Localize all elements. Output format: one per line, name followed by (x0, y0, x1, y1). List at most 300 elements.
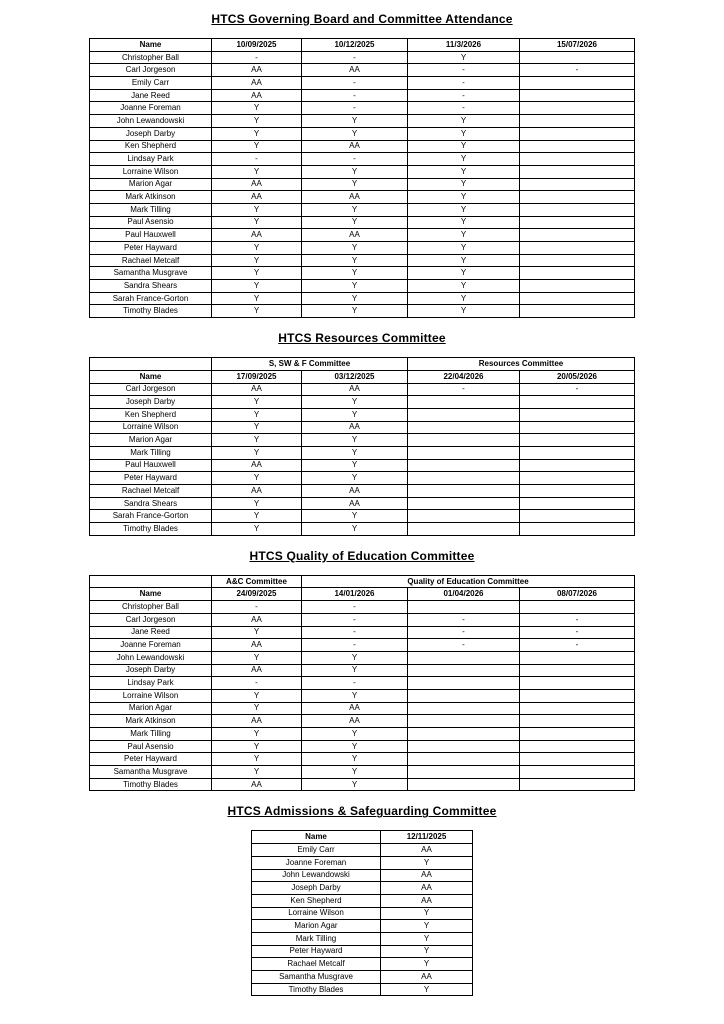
attendance-cell: - (302, 153, 408, 166)
attendance-cell: Y (212, 626, 302, 639)
attendance-cell: Y (212, 165, 302, 178)
name-cell: Mark Tilling (90, 446, 212, 459)
table-row (90, 702, 635, 715)
table-row (90, 280, 635, 293)
attendance-cell (520, 292, 635, 305)
name-cell: Lorraine Wilson (90, 421, 212, 434)
attendance-cell (408, 766, 520, 779)
table-row (252, 971, 473, 984)
table-row (90, 396, 635, 409)
name-cell: Timothy Blades (90, 778, 212, 791)
table-row (90, 140, 635, 153)
attendance-cell: - (212, 677, 302, 690)
attendance-cell: Y (212, 510, 302, 523)
name-cell: Paul Asensio (90, 216, 212, 229)
quality-of-education-title: HTCS Quality of Education Committee (249, 548, 475, 563)
name-cell: Joseph Darby (90, 127, 212, 140)
attendance-cell: AA (212, 77, 302, 90)
attendance-cell: Y (408, 140, 520, 153)
table-row (90, 127, 635, 140)
attendance-cell: Y (302, 127, 408, 140)
attendance-cell (520, 242, 635, 255)
group-header-cell: A&C Committee (212, 575, 302, 588)
column-header-row (90, 588, 635, 601)
attendance-cell: AA (212, 191, 302, 204)
name-cell: Lorraine Wilson (90, 165, 212, 178)
attendance-cell: AA (302, 497, 408, 510)
table-row (252, 856, 473, 869)
attendance-cell (408, 664, 520, 677)
attendance-cell: Y (302, 115, 408, 128)
attendance-cell: Y (212, 254, 302, 267)
group-header-row (90, 575, 635, 588)
table-row (90, 305, 635, 318)
attendance-cell: AA (381, 971, 473, 984)
attendance-cell (408, 677, 520, 690)
name-cell: Ken Shepherd (252, 894, 381, 907)
attendance-cell (408, 485, 520, 498)
attendance-cell: AA (212, 778, 302, 791)
name-cell: Lorraine Wilson (252, 907, 381, 920)
column-header: 15/07/2026 (520, 39, 635, 52)
table-row (90, 677, 635, 690)
attendance-cell: Y (302, 778, 408, 791)
attendance-cell: AA (212, 664, 302, 677)
attendance-cell (408, 728, 520, 741)
column-header-row (252, 831, 473, 844)
governing-board-title: HTCS Governing Board and Committee Attendance (211, 12, 513, 26)
table-row (90, 715, 635, 728)
attendance-cell: Y (408, 165, 520, 178)
table-row (90, 523, 635, 536)
column-header: 22/04/2026 (408, 370, 520, 383)
table-row (90, 740, 635, 753)
column-header: 14/01/2026 (302, 588, 408, 601)
attendance-cell: - (212, 153, 302, 166)
table-row (90, 613, 635, 626)
attendance-cell: Y (302, 203, 408, 216)
attendance-cell: AA (302, 421, 408, 434)
attendance-cell: - (408, 639, 520, 652)
attendance-cell: Y (381, 856, 473, 869)
attendance-cell: Y (408, 280, 520, 293)
governing-board-attendance-table (89, 38, 635, 318)
name-cell: Ken Shepherd (90, 408, 212, 421)
attendance-cell (520, 191, 635, 204)
attendance-cell: - (302, 613, 408, 626)
name-cell: Rachael Metcalf (252, 958, 381, 971)
attendance-cell (408, 523, 520, 536)
name-cell: Jane Reed (90, 626, 212, 639)
name-cell: Marion Agar (252, 920, 381, 933)
attendance-cell: - (408, 626, 520, 639)
attendance-cell: Y (212, 115, 302, 128)
attendance-cell (520, 664, 635, 677)
attendance-cell (408, 396, 520, 409)
attendance-cell (408, 651, 520, 664)
attendance-cell: Y (302, 459, 408, 472)
name-cell: Ken Shepherd (90, 140, 212, 153)
attendance-cell: Y (302, 434, 408, 447)
attendance-cell: Y (408, 254, 520, 267)
attendance-cell: Y (302, 292, 408, 305)
attendance-cell (408, 753, 520, 766)
attendance-cell: Y (212, 203, 302, 216)
attendance-cell: AA (302, 191, 408, 204)
name-cell: Samantha Musgrave (90, 766, 212, 779)
column-header: 03/12/2025 (302, 370, 408, 383)
name-cell: Rachael Metcalf (90, 485, 212, 498)
attendance-cell: Y (212, 216, 302, 229)
name-cell: Jane Reed (90, 89, 212, 102)
attendance-cell: AA (302, 64, 408, 77)
table-row (90, 408, 635, 421)
attendance-cell: - (520, 613, 635, 626)
attendance-cell (408, 778, 520, 791)
name-cell: Joanne Foreman (90, 639, 212, 652)
attendance-cell: AA (381, 869, 473, 882)
name-cell: Sandra Shears (90, 497, 212, 510)
table-row (90, 497, 635, 510)
table-row (90, 639, 635, 652)
attendance-cell: Y (408, 115, 520, 128)
attendance-cell (408, 434, 520, 447)
attendance-cell: Y (212, 434, 302, 447)
attendance-cell (408, 702, 520, 715)
attendance-cell: Y (381, 907, 473, 920)
table-row (90, 102, 635, 115)
attendance-cell: AA (302, 715, 408, 728)
column-header: 10/12/2025 (302, 39, 408, 52)
attendance-cell: Y (408, 127, 520, 140)
name-cell: Peter Hayward (90, 242, 212, 255)
table-row (90, 178, 635, 191)
attendance-cell (408, 421, 520, 434)
attendance-cell (520, 102, 635, 115)
name-cell: John Lewandowski (90, 115, 212, 128)
attendance-cell (520, 305, 635, 318)
table-row (252, 894, 473, 907)
attendance-cell (520, 229, 635, 242)
attendance-cell (520, 203, 635, 216)
attendance-cell: Y (212, 497, 302, 510)
name-cell: Sarah France-Gorton (90, 510, 212, 523)
attendance-cell: - (302, 77, 408, 90)
table-row (90, 728, 635, 741)
column-header: 17/09/2025 (212, 370, 302, 383)
attendance-cell: - (302, 89, 408, 102)
attendance-cell: AA (212, 64, 302, 77)
name-cell: Mark Atkinson (90, 715, 212, 728)
attendance-cell: Y (302, 280, 408, 293)
attendance-cell (520, 740, 635, 753)
attendance-cell (408, 497, 520, 510)
table-row (252, 983, 473, 996)
attendance-cell: Y (302, 689, 408, 702)
name-cell: Samantha Musgrave (90, 267, 212, 280)
attendance-cell: Y (212, 472, 302, 485)
group-header-cell: Resources Committee (408, 358, 635, 371)
column-header: 08/07/2026 (520, 588, 635, 601)
attendance-cell (520, 766, 635, 779)
table-row (90, 472, 635, 485)
attendance-cell (520, 51, 635, 64)
attendance-cell: Y (302, 740, 408, 753)
table-row (252, 907, 473, 920)
admissions-safeguarding-attendance-table (251, 830, 473, 996)
column-header: Name (252, 831, 381, 844)
name-cell: Peter Hayward (252, 945, 381, 958)
governing-board-section (0, 12, 724, 318)
attendance-cell: Y (408, 229, 520, 242)
table-row (90, 216, 635, 229)
name-cell: Carl Jorgeson (90, 64, 212, 77)
name-cell: Peter Hayward (90, 753, 212, 766)
attendance-cell: Y (212, 651, 302, 664)
column-header-row (90, 39, 635, 52)
name-cell: Carl Jorgeson (90, 613, 212, 626)
attendance-cell: Y (302, 165, 408, 178)
attendance-cell (520, 689, 635, 702)
attendance-cell (520, 127, 635, 140)
name-cell: Paul Hauxwell (90, 459, 212, 472)
table-row (90, 459, 635, 472)
name-cell: Marion Agar (90, 434, 212, 447)
name-cell: Christopher Ball (90, 51, 212, 64)
table-row (252, 869, 473, 882)
attendance-cell: - (302, 102, 408, 115)
column-header: 12/11/2025 (381, 831, 473, 844)
attendance-cell: Y (381, 983, 473, 996)
name-cell: Paul Hauxwell (90, 229, 212, 242)
attendance-cell: Y (408, 153, 520, 166)
attendance-cell: Y (408, 191, 520, 204)
attendance-cell: Y (408, 216, 520, 229)
group-header-cell (90, 358, 212, 371)
table-row (252, 920, 473, 933)
name-cell: Lorraine Wilson (90, 689, 212, 702)
attendance-cell (520, 523, 635, 536)
name-cell: Joanne Foreman (90, 102, 212, 115)
attendance-cell: - (408, 77, 520, 90)
attendance-cell: - (302, 601, 408, 614)
attendance-cell: Y (212, 292, 302, 305)
attendance-cell (520, 165, 635, 178)
attendance-cell: Y (302, 178, 408, 191)
attendance-cell: Y (212, 267, 302, 280)
table-row (252, 844, 473, 857)
attendance-cell: Y (408, 178, 520, 191)
attendance-cell (520, 421, 635, 434)
attendance-cell (520, 267, 635, 280)
name-cell: Marion Agar (90, 178, 212, 191)
attendance-cell: Y (212, 127, 302, 140)
name-cell: Samantha Musgrave (252, 971, 381, 984)
attendance-cell: Y (302, 396, 408, 409)
group-header-cell (90, 575, 212, 588)
table-row (90, 383, 635, 396)
attendance-cell: Y (408, 292, 520, 305)
attendance-cell: Y (212, 280, 302, 293)
attendance-cell: Y (381, 945, 473, 958)
attendance-cell (520, 510, 635, 523)
table-row (90, 421, 635, 434)
attendance-cell (520, 485, 635, 498)
attendance-cell: - (520, 64, 635, 77)
table-row (90, 651, 635, 664)
attendance-cell: Y (212, 242, 302, 255)
table-row (90, 510, 635, 523)
column-header: Name (90, 588, 212, 601)
column-header-row (90, 370, 635, 383)
table-row (90, 778, 635, 791)
name-cell: Emily Carr (252, 844, 381, 857)
attendance-cell: Y (408, 267, 520, 280)
attendance-cell: Y (381, 920, 473, 933)
attendance-cell: AA (212, 715, 302, 728)
table-row (90, 753, 635, 766)
column-header: 10/09/2025 (212, 39, 302, 52)
attendance-cell: AA (212, 229, 302, 242)
attendance-cell (520, 280, 635, 293)
attendance-cell: Y (302, 651, 408, 664)
table-row (90, 664, 635, 677)
attendance-cell (408, 510, 520, 523)
name-cell: Paul Asensio (90, 740, 212, 753)
group-header-cell: S, SW & F Committee (212, 358, 408, 371)
attendance-cell: Y (212, 728, 302, 741)
table-row (90, 77, 635, 90)
resources-committee-attendance-table (89, 357, 635, 536)
attendance-cell: Y (381, 958, 473, 971)
attendance-cell (520, 497, 635, 510)
attendance-cell: AA (302, 485, 408, 498)
attendance-cell: Y (212, 689, 302, 702)
attendance-cell: AA (212, 459, 302, 472)
name-cell: Timothy Blades (252, 983, 381, 996)
attendance-cell: Y (212, 753, 302, 766)
attendance-cell (520, 216, 635, 229)
table-row (90, 485, 635, 498)
column-header: 24/09/2025 (212, 588, 302, 601)
attendance-cell (520, 408, 635, 421)
name-cell: Joseph Darby (252, 882, 381, 895)
attendance-cell: Y (302, 216, 408, 229)
attendance-cell: Y (302, 267, 408, 280)
attendance-cell: Y (302, 728, 408, 741)
attendance-cell: AA (381, 882, 473, 895)
attendance-cell (520, 140, 635, 153)
table-row (90, 191, 635, 204)
attendance-cell: Y (302, 305, 408, 318)
attendance-cell: Y (212, 102, 302, 115)
attendance-cell: AA (212, 178, 302, 191)
table-row (90, 446, 635, 459)
attendance-cell: Y (302, 753, 408, 766)
name-cell: Rachael Metcalf (90, 254, 212, 267)
name-cell: Sandra Shears (90, 280, 212, 293)
attendance-cell: - (408, 383, 520, 396)
attendance-cell (408, 472, 520, 485)
table-row (90, 292, 635, 305)
attendance-cell: Y (212, 421, 302, 434)
table-row (90, 689, 635, 702)
table-row (90, 115, 635, 128)
attendance-cell: Y (408, 203, 520, 216)
table-row (90, 153, 635, 166)
attendance-cell (520, 778, 635, 791)
attendance-cell: - (408, 64, 520, 77)
attendance-cell (520, 472, 635, 485)
name-cell: Emily Carr (90, 77, 212, 90)
attendance-cell: - (520, 626, 635, 639)
attendance-cell: - (212, 601, 302, 614)
attendance-cell: - (212, 51, 302, 64)
attendance-cell (520, 753, 635, 766)
attendance-cell (408, 408, 520, 421)
attendance-cell: - (302, 639, 408, 652)
name-cell: Joseph Darby (90, 396, 212, 409)
attendance-cell: Y (302, 446, 408, 459)
attendance-cell: Y (212, 766, 302, 779)
name-cell: Mark Atkinson (90, 191, 212, 204)
table-row (90, 254, 635, 267)
attendance-cell: AA (212, 639, 302, 652)
attendance-cell: - (520, 383, 635, 396)
quality-of-education-section (0, 549, 724, 792)
attendance-cell: Y (212, 702, 302, 715)
column-header: Name (90, 370, 212, 383)
attendance-cell: Y (212, 740, 302, 753)
name-cell: Joseph Darby (90, 664, 212, 677)
attendance-cell (520, 434, 635, 447)
attendance-cell: AA (302, 702, 408, 715)
attendance-cell (408, 740, 520, 753)
attendance-cell: Y (302, 510, 408, 523)
table-row (90, 434, 635, 447)
attendance-cell (520, 153, 635, 166)
table-row (252, 882, 473, 895)
attendance-cell (520, 89, 635, 102)
name-cell: John Lewandowski (252, 869, 381, 882)
attendance-cell: Y (408, 242, 520, 255)
admissions-safeguarding-title: HTCS Admissions & Safeguarding Committee (227, 804, 497, 819)
name-cell: Peter Hayward (90, 472, 212, 485)
attendance-cell: AA (381, 894, 473, 907)
attendance-cell: Y (302, 242, 408, 255)
group-header-cell: Quality of Education Committee (302, 575, 635, 588)
name-cell: Mark Tilling (90, 728, 212, 741)
attendance-cell: Y (212, 305, 302, 318)
attendance-cell: Y (302, 254, 408, 267)
attendance-cell: Y (408, 305, 520, 318)
table-row (90, 203, 635, 216)
column-header: Name (90, 39, 212, 52)
admissions-safeguarding-section (0, 804, 724, 996)
table-row (90, 242, 635, 255)
attendance-cell (408, 715, 520, 728)
attendance-cell: AA (212, 89, 302, 102)
attendance-cell (408, 459, 520, 472)
name-cell: Christopher Ball (90, 601, 212, 614)
attendance-cell: AA (212, 613, 302, 626)
attendance-cell (520, 728, 635, 741)
attendance-cell (520, 651, 635, 664)
attendance-cell (520, 677, 635, 690)
attendance-cell (520, 396, 635, 409)
attendance-cell (408, 446, 520, 459)
attendance-cell: Y (212, 523, 302, 536)
